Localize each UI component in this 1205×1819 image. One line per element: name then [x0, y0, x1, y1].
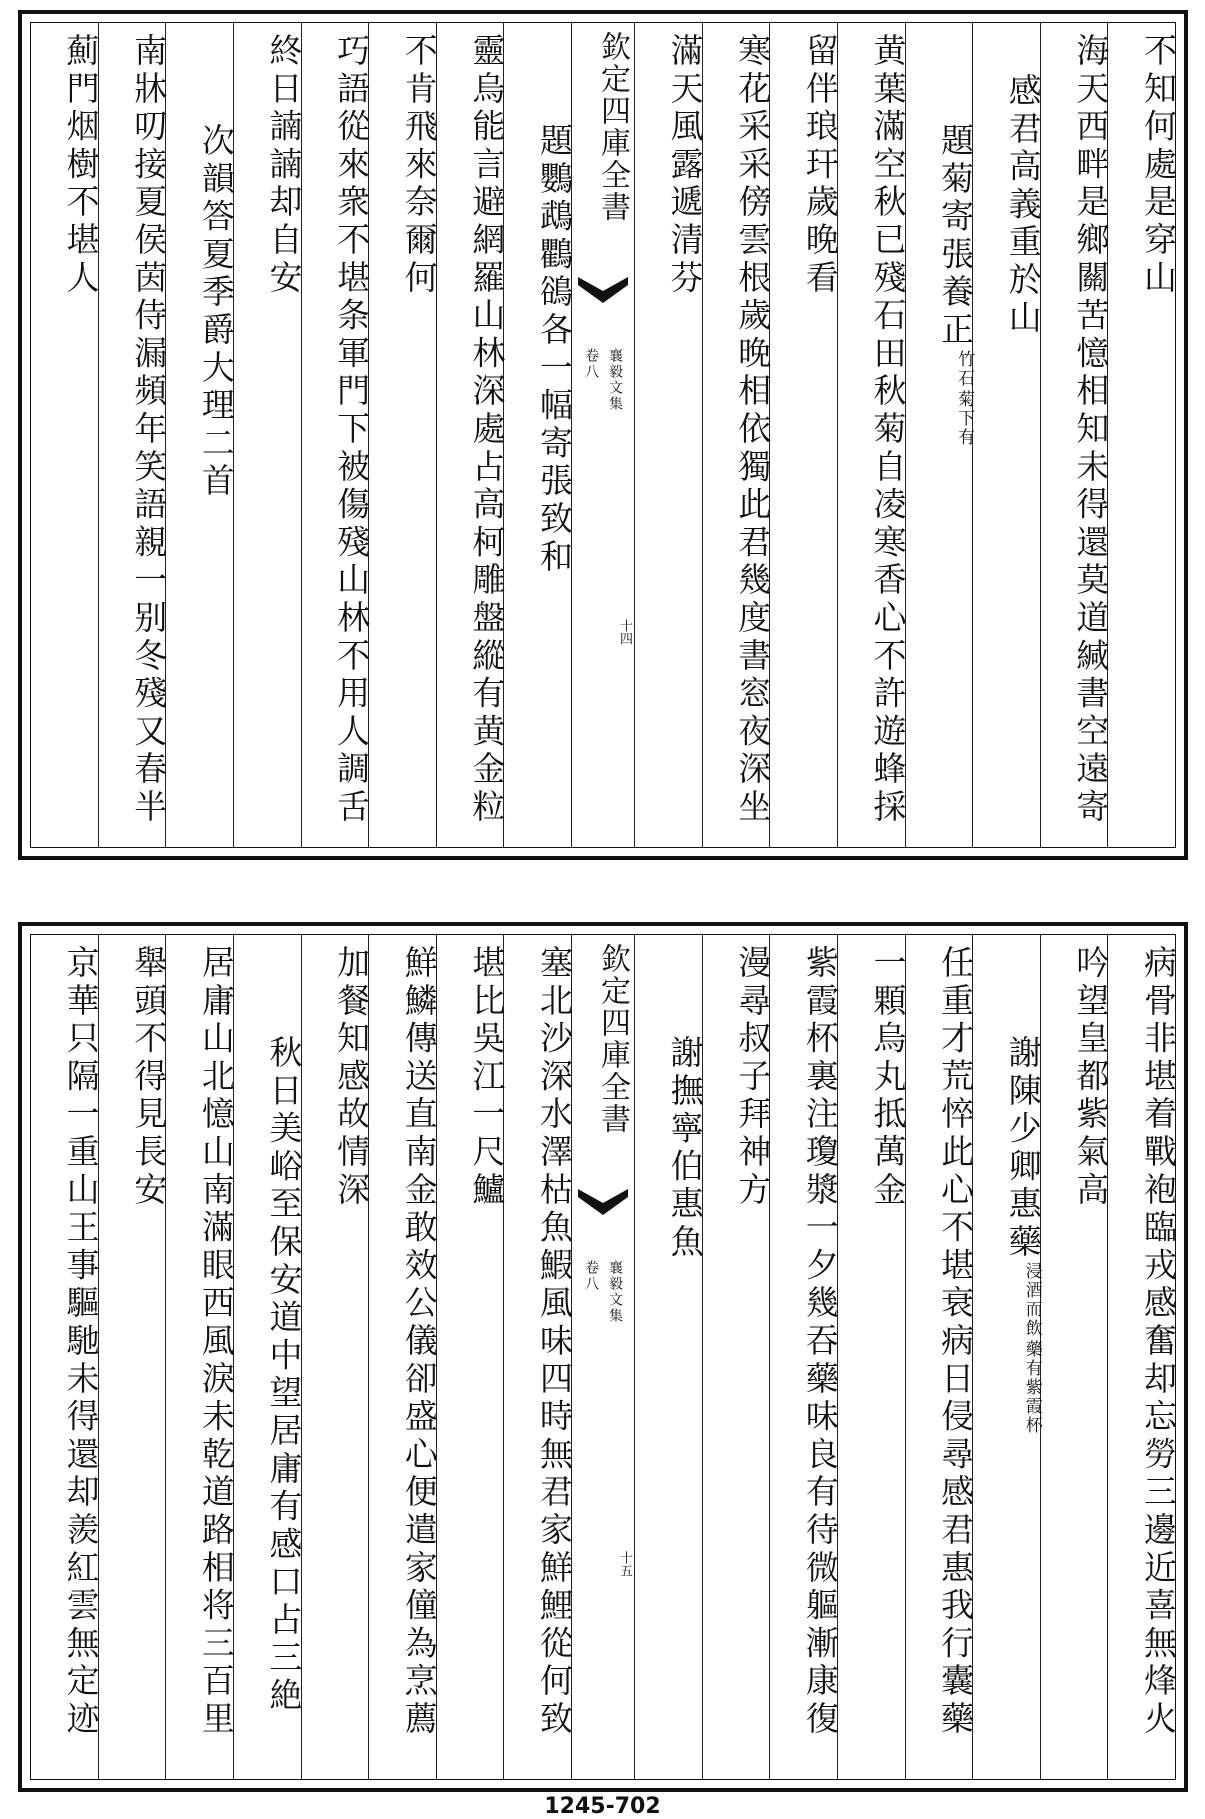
bottom-text-column — [1107, 935, 1178, 1779]
top-text-columns — [31, 23, 1178, 847]
top-text-column — [769, 23, 840, 847]
top-interlinear-note — [906, 350, 973, 447]
bottom-column-text: 謝陳少卿惠藥 — [1003, 1035, 1043, 1262]
bottom-column-text: 漫尋叔子拜神方 — [733, 945, 773, 1210]
top-column-text: 巧語從來衆不堪条軍門下被傷殘山林不用人調舌 — [332, 33, 372, 827]
top-text-column — [98, 23, 169, 847]
bottom-text-column — [702, 935, 773, 1779]
bottom-text-column — [837, 935, 908, 1779]
bottom-text-column — [436, 935, 507, 1779]
top-note-line: 菊下有 — [954, 389, 975, 447]
top-column-text: 南牀叨接夏侯茵侍漏頻年笑語親一别冬殘又春半 — [129, 33, 169, 827]
top-column-text: 感君高義重於山 — [1003, 73, 1043, 338]
bottom-page-panel — [18, 922, 1188, 1792]
top-text-column — [436, 23, 507, 847]
top-page-frame — [30, 22, 1176, 848]
top-fold-book-title: 襄毅文集 — [607, 348, 623, 412]
page-reference: 1245-702 — [544, 1794, 661, 1819]
top-fold-volume: 卷八 — [583, 348, 599, 380]
top-fold-library-title: 欽定四庫全書 — [595, 31, 630, 223]
top-text-column — [31, 23, 101, 847]
bottom-text-column — [769, 935, 840, 1779]
top-column-text: 不肯飛來奈爾何 — [399, 33, 439, 298]
top-text-column — [905, 23, 976, 847]
top-text-column — [702, 23, 773, 847]
bottom-fold-volume: 卷八 — [583, 1260, 599, 1292]
top-fishtail-icon — [578, 273, 628, 309]
top-column-text: 薊門烟樹不堪人 — [61, 33, 101, 298]
top-page-panel — [18, 10, 1188, 860]
top-column-text: 海天西畔是鄉關苦憶相知未得還莫道緘書空遠寄 — [1071, 33, 1111, 827]
top-column-text: 黄葉滿空秋已殘石田秋菊自凌寒香心不許遊蜂採 — [868, 33, 908, 827]
bottom-page-frame — [30, 934, 1176, 1780]
bottom-column-text: 加餐知感故情深 — [332, 945, 372, 1210]
bottom-text-column — [165, 935, 236, 1779]
bottom-interlinear-note — [973, 1262, 1040, 1435]
bottom-text-column — [368, 935, 439, 1779]
bottom-center-fold — [571, 935, 634, 1779]
top-column-text: 靈烏能言避網羅山林深處占高柯雕盤縱有黄金粒 — [467, 33, 507, 827]
bottom-text-column — [972, 935, 1043, 1779]
top-text-column — [165, 23, 236, 847]
bottom-column-text: 一顆烏丸抵萬金 — [868, 945, 908, 1210]
bottom-column-text: 吟望皇都紫氣高 — [1071, 945, 1111, 1210]
bottom-column-text: 京華只隔一重山王事驅馳未得還却羨紅雲無定迹 — [61, 945, 101, 1739]
bottom-text-column — [503, 935, 574, 1779]
bottom-text-column — [31, 935, 101, 1779]
bottom-column-text: 紫霞杯裏注瓊漿一夕幾吞藥味良有待微軀漸康復 — [800, 945, 840, 1739]
top-text-column — [368, 23, 439, 847]
top-column-text: 題菊寄張養正 — [936, 123, 976, 350]
bottom-text-column — [634, 935, 705, 1779]
bottom-column-text: 居庸山北憶山南滿眼西風淚未乾道路相将三百里 — [196, 945, 236, 1739]
top-column-text: 滿天風露遞清芬 — [665, 33, 705, 298]
top-text-column — [837, 23, 908, 847]
top-column-text: 不知何處是穿山 — [1139, 33, 1178, 298]
top-text-column — [233, 23, 304, 847]
bottom-column-text: 秋日美峪至保安道中望居庸有感口占三絶 — [264, 1035, 304, 1716]
top-column-text: 次韻答夏季爵大理二首 — [196, 123, 236, 501]
bottom-text-column — [905, 935, 976, 1779]
bottom-column-text: 任重才荒悴此心不堪衰病日侵尋感君惠我行囊藥 — [936, 945, 976, 1739]
top-column-text: 終日諵諵却自安 — [264, 33, 304, 298]
top-center-fold — [571, 23, 634, 847]
top-note-line: 竹石 — [954, 349, 975, 388]
top-text-column — [1107, 23, 1178, 847]
bottom-fold-library-title: 欽定四庫全書 — [595, 943, 630, 1135]
bottom-column-text: 病骨非堪着戰袍臨戎感奮却忘勞三邊近喜無烽火 — [1139, 945, 1178, 1739]
bottom-note-line: 浸酒而飲 — [1021, 1261, 1042, 1338]
top-column-text: 題鸚鵡鸜鵒各一幅寄張致和 — [535, 123, 574, 577]
top-text-column — [634, 23, 705, 847]
top-column-text: 留伴琅玕歲晚看 — [800, 33, 840, 298]
bottom-column-text: 鮮鱗傳送直南金敢效公儀卻盛心便遣家僮為烹薦 — [399, 945, 439, 1739]
top-column-text: 寒花采采傍雲根歲晚相依獨此君幾度書窓夜深坐 — [733, 33, 773, 827]
bottom-fold-page-number: 十五 — [617, 1551, 632, 1577]
bottom-text-column — [98, 935, 169, 1779]
bottom-note-line: 藥有紫霞杯 — [1021, 1339, 1042, 1435]
bottom-column-text: 舉頭不得見長安 — [129, 945, 169, 1210]
bottom-text-column — [1040, 935, 1111, 1779]
bottom-column-text: 謝撫寧伯惠魚 — [665, 1035, 705, 1262]
bottom-text-column — [233, 935, 304, 1779]
top-text-column — [1040, 23, 1111, 847]
bottom-column-text: 堪比吳江一尺鱸 — [467, 945, 507, 1210]
bottom-text-columns — [31, 935, 1178, 1779]
bottom-column-text: 塞北沙深水澤枯魚鰕風味四時無君家鮮鯉從何致 — [535, 945, 574, 1739]
top-text-column — [972, 23, 1043, 847]
bottom-fold-book-title: 襄毅文集 — [607, 1260, 623, 1324]
bottom-fishtail-icon — [578, 1185, 628, 1221]
top-fold-page-number: 十四 — [617, 619, 632, 645]
bottom-text-column — [301, 935, 372, 1779]
top-text-column — [301, 23, 372, 847]
top-text-column — [503, 23, 574, 847]
